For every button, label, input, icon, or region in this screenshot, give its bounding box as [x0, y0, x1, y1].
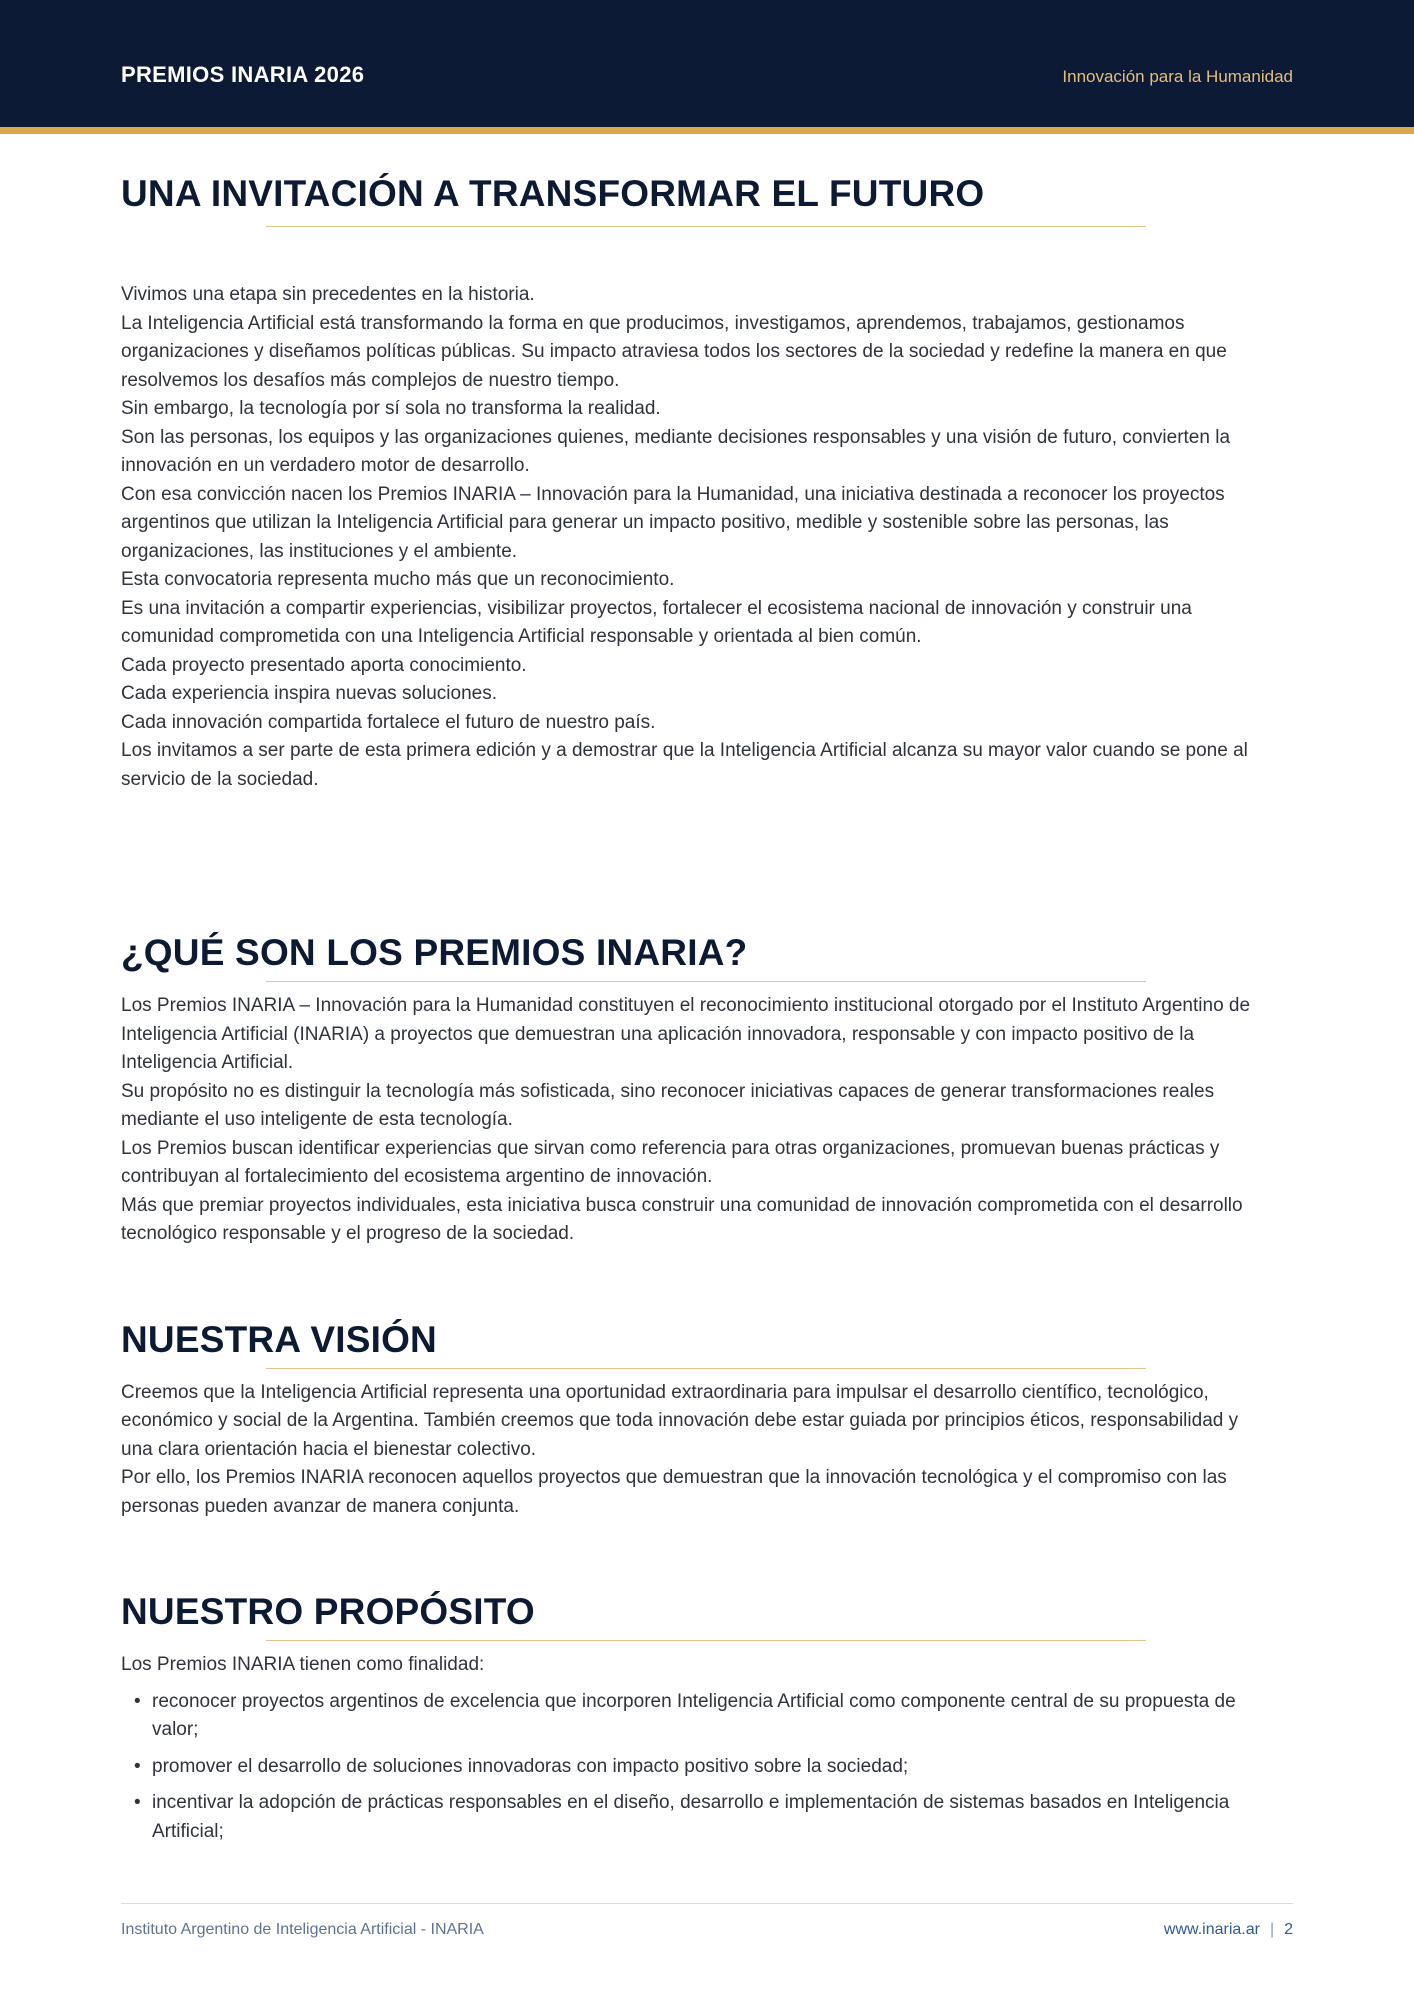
footer-institution: Instituto Argentino de Inteligencia Artificial - INARIA [121, 1921, 484, 1938]
paragraph: La Inteligencia Artificial está transformando la forma en que producimos, investigamos, aprendemos, trabajamos, gestionamos organizaciones y diseñamos políticas públicas. Su impacto atraviesa todos los sectores de la sociedad y redefine la manera en que resolvemos los desafíos más complejos de nuestro tiempo. [121, 312, 1227, 391]
list-item [134, 1688, 1251, 1745]
paragraph: Por ello, los Premios INARIA reconocen aquellos proyectos que demuestran que la innovación tecnológica y el compromiso con las personas pueden avanzar de manera conjunta. [121, 1467, 1227, 1517]
purpose-list [121, 1688, 1251, 1847]
section-vision [121, 1314, 1251, 1522]
footer-divider [121, 1903, 1293, 1904]
section-what-are-awards [121, 927, 1251, 1249]
paragraph: Los Premios INARIA – Innovación para la Humanidad constituyen el reconocimiento institucional otorgado por el Instituto Argentino de Inteligencia Artificial (INARIA) a proyectos que demuestran una aplicación innovadora, responsable y con impacto positivo de la Inteligencia Artificial. [121, 995, 1251, 1073]
document-body [121, 168, 1251, 1854]
section-purpose [121, 1586, 1251, 1846]
footer-separator: | [1269, 1921, 1275, 1938]
paragraph: Son las personas, los equipos y las organizaciones quienes, mediante decisiones responsables y una visión de futuro, convierten la innovación en un verdadero motor de desarrollo. [121, 426, 1231, 476]
paragraph: Los Premios INARIA tienen como finalidad: [121, 1654, 485, 1675]
heading-divider [266, 981, 1146, 982]
section-heading: ¿QUÉ SON LOS PREMIOS INARIA? [121, 932, 748, 973]
section-heading: NUESTRA VISIÓN [121, 1318, 437, 1360]
header-title: PREMIOS INARIA 2026 [121, 62, 365, 87]
paragraph: Los Premios buscan identificar experiencias que sirvan como referencia para otras organizaciones, promuevan buenas prácticas y contribuyan al fortalecimiento del ecosistema argentino de innovación. [121, 1137, 1220, 1187]
section-heading: UNA INVITACIÓN A TRANSFORMAR EL FUTURO [121, 173, 985, 214]
paragraph: Cada experiencia inspira nuevas soluciones. [121, 683, 498, 704]
paragraph: Cada proyecto presentado aporta conocimiento. [121, 654, 527, 676]
list-item-text: incentivar la adopción de prácticas responsables en el diseño, desarrollo e implementación de sistemas basados en Inteligencia Artificial; [152, 1792, 1230, 1842]
paragraph: Con esa convicción nacen los Premios INARIA – Innovación para la Humanidad, una iniciativa destinada a reconocer los proyectos argentinos que utilizan la Inteligencia Artificial para generar un impacto positivo, medible y sostenible sobre las personas, las organizaciones, las instituciones y el ambiente. [121, 483, 1225, 562]
bullet-icon: • [134, 1755, 141, 1777]
paragraph: Sin embargo, la tecnología por sí sola no transforma la realidad. [121, 398, 661, 419]
paragraph: Creemos que la Inteligencia Artificial representa una oportunidad extraordinaria para impulsar el desarrollo científico, tecnológico, económico y social de la Argentina. También creemos que toda innovación debe estar guiada por principios éticos, responsabilidad y una clara orientación hacia el bienestar colectivo. [121, 1381, 1239, 1460]
footer-right [1164, 1921, 1293, 1939]
list-item-text: reconocer proyectos argentinos de excelencia que incorporen Inteligencia Artificial como componente central de su propuesta de valor; [152, 1690, 1236, 1740]
heading-divider [266, 226, 1146, 227]
website-link[interactable]: www.inaria.ar [1163, 1921, 1260, 1938]
header-tagline: Innovación para la Humanidad [1062, 67, 1293, 86]
heading-divider [266, 1640, 1146, 1641]
section-invitation [121, 168, 1251, 794]
paragraph: Su propósito no es distinguir la tecnología más sofisticada, sino reconocer iniciativas capaces de generar transformaciones reales mediante el uso inteligente de esta tecnología. [121, 1080, 1215, 1130]
page-number: 2 [1284, 1921, 1293, 1938]
list-item [134, 1789, 1251, 1846]
bullet-icon: • [134, 1690, 141, 1712]
heading-divider [266, 1368, 1146, 1369]
section-heading: NUESTRO PROPÓSITO [121, 1591, 535, 1632]
paragraph: Cada innovación compartida fortalece el futuro de nuestro país. [121, 711, 656, 733]
bullet-icon: • [134, 1792, 141, 1813]
paragraph: Los invitamos a ser parte de esta primera edición y a demostrar que la Inteligencia Artificial alcanza su mayor valor cuando se pone al servicio de la sociedad. [121, 740, 1248, 790]
page-header [0, 0, 1414, 127]
paragraph: Es una invitación a compartir experiencias, visibilizar proyectos, fortalecer el ecosistema nacional de innovación y construir una comunidad comprometida con una Inteligencia Artificial responsable y orientada al bien común. [121, 597, 1192, 647]
paragraph: Más que premiar proyectos individuales, esta iniciativa busca construir una comunidad de innovación comprometida con el desarrollo tecnológico responsable y el progreso de la sociedad. [121, 1194, 1243, 1244]
paragraph: Vivimos una etapa sin precedentes en la historia. [121, 284, 535, 305]
header-accent-bar [0, 127, 1414, 134]
list-item-text: promover el desarrollo de soluciones innovadoras con impacto positivo sobre la sociedad; [152, 1755, 909, 1777]
list-item [134, 1753, 1251, 1782]
paragraph: Esta convocatoria representa mucho más que un reconocimiento. [121, 569, 675, 590]
